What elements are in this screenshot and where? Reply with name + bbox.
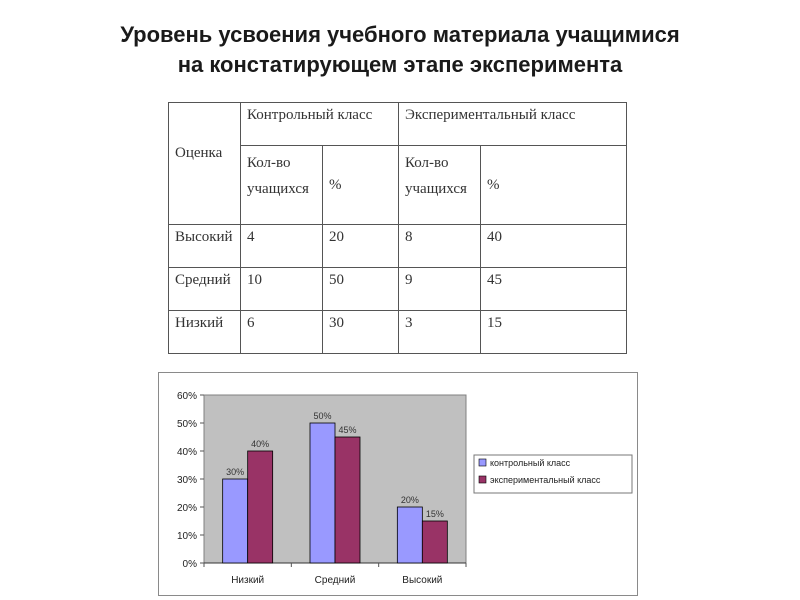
cell-control-count: 6 — [241, 311, 323, 354]
legend-label: экспериментальный класс — [490, 475, 601, 485]
cell-exp-percent: 15 — [481, 311, 627, 354]
table-header-row — [169, 103, 627, 146]
y-tick-label: 60% — [176, 391, 197, 402]
cell-exp-percent: 40 — [481, 225, 627, 268]
bar-chart — [158, 372, 638, 596]
table-row — [169, 268, 627, 311]
y-tick-label: 30% — [176, 475, 197, 486]
legend-label: контрольный класс — [490, 458, 571, 468]
x-tick-label: Средний — [314, 575, 356, 586]
data-label: 40% — [251, 439, 270, 449]
table-row — [169, 225, 627, 268]
subheader-control-count: Кол-во учащихся — [241, 146, 323, 225]
row-label: Средний — [169, 268, 241, 311]
cell-control-percent: 20 — [323, 225, 399, 268]
y-tick-label: 40% — [176, 447, 197, 458]
data-label: 45% — [338, 425, 357, 435]
bar — [223, 479, 248, 563]
subheader-exp-count: Кол-во учащихся — [399, 146, 481, 225]
bar — [422, 521, 447, 563]
y-tick-label: 0% — [182, 559, 197, 570]
cell-control-percent: 30 — [323, 311, 399, 354]
data-label: 50% — [313, 411, 332, 421]
page-title — [0, 20, 800, 80]
subheader-exp-percent: % — [481, 146, 627, 225]
subheader-control-percent: % — [323, 146, 399, 225]
y-tick-label: 10% — [176, 531, 197, 542]
bar — [310, 423, 335, 563]
bar — [248, 451, 273, 563]
data-label: 20% — [400, 495, 419, 505]
row-label: Высокий — [169, 225, 241, 268]
header-grade: Оценка — [169, 103, 241, 225]
cell-control-percent: 50 — [323, 268, 399, 311]
y-tick-label: 20% — [176, 503, 197, 514]
cell-exp-count: 3 — [399, 311, 481, 354]
results-table-container — [168, 102, 630, 356]
header-control-class: Контрольный класс — [241, 103, 399, 146]
bar — [335, 437, 360, 563]
page-title-line-2: на констатирующем этапе эксперимента — [177, 52, 623, 77]
y-tick-label: 50% — [176, 419, 197, 430]
data-label: 30% — [226, 467, 245, 477]
bar-chart-svg — [159, 373, 637, 595]
cell-exp-count: 8 — [399, 225, 481, 268]
legend-swatch — [479, 459, 486, 466]
row-label: Низкий — [169, 311, 241, 354]
x-tick-label: Высокий — [402, 575, 443, 586]
page-title-line-1: Уровень усвоения учебного материала учащимися — [120, 22, 680, 47]
results-table — [168, 102, 627, 354]
bar — [397, 507, 422, 563]
legend-swatch — [479, 476, 486, 483]
cell-exp-percent: 45 — [481, 268, 627, 311]
cell-control-count: 10 — [241, 268, 323, 311]
header-experimental-class: Экспериментальный класс — [399, 103, 627, 146]
table-row — [169, 311, 627, 354]
data-label: 15% — [425, 509, 444, 519]
cell-control-count: 4 — [241, 225, 323, 268]
cell-exp-count: 9 — [399, 268, 481, 311]
x-tick-label: Низкий — [231, 575, 265, 586]
